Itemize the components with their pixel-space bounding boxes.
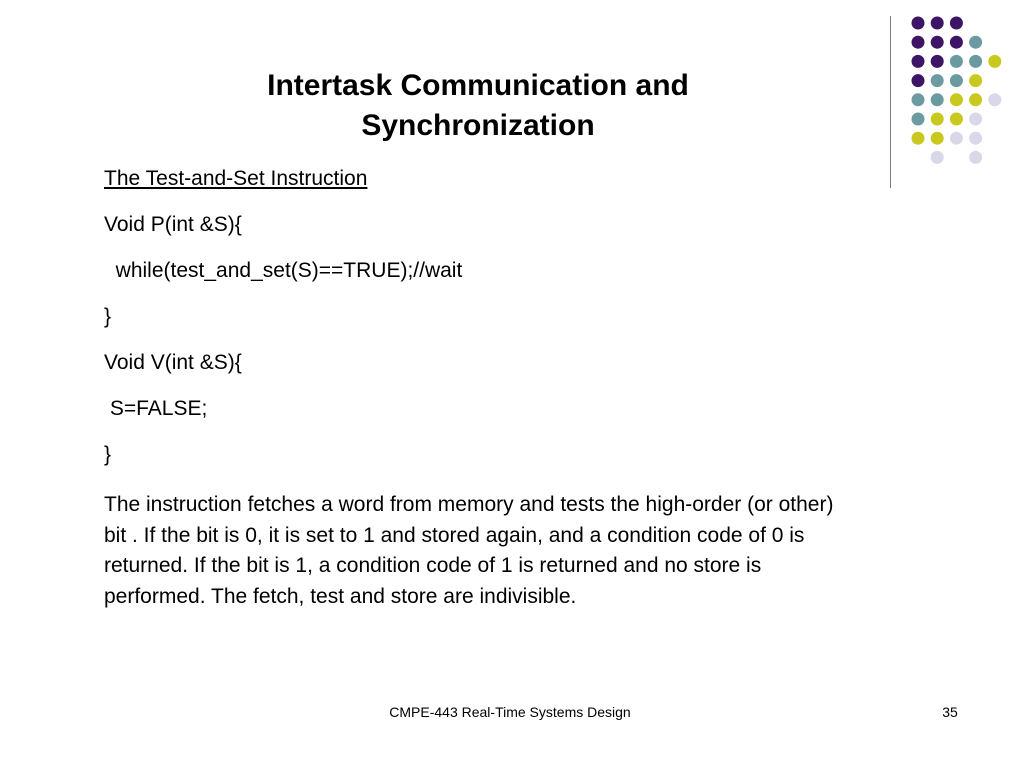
decorative-dot <box>931 113 944 126</box>
code-line: Void P(int &S){ <box>104 213 242 236</box>
decorative-dot <box>950 74 963 87</box>
decorative-dot <box>931 36 944 49</box>
code-line: while(test_and_set(S)==TRUE);//wait <box>104 259 463 282</box>
slide-body <box>104 163 844 612</box>
section-heading: The Test-and-Set Instruction <box>104 167 368 190</box>
code-line: Void V(int &S){ <box>104 351 242 374</box>
slide-title-line-2: Synchronization <box>361 109 595 142</box>
decorative-dot <box>950 113 963 126</box>
slide-title <box>160 66 796 146</box>
description-paragraph: The instruction fetches a word from memory and tests the high-order (or other) bit . If the bit is 0, it is set to 1 and stored again, and a condition code of 0 is returned. If the bit is 1, a condition code of 1 is returned and no store is performed. The fetch, test and store are indivisible. <box>104 493 834 608</box>
decorative-dot <box>912 132 925 145</box>
decorative-dot <box>931 74 944 87</box>
decorative-dot <box>931 132 944 145</box>
decorative-dot <box>931 55 944 68</box>
decorative-dot <box>950 93 963 106</box>
decorative-dot <box>931 151 944 164</box>
decorative-dot <box>988 55 1001 68</box>
decorative-dot <box>950 36 963 49</box>
decorative-dot <box>912 17 925 30</box>
decorative-dot <box>912 55 925 68</box>
decorative-divider <box>890 16 891 188</box>
decorative-dot <box>988 93 1001 106</box>
decorative-dot <box>950 17 963 30</box>
decorative-dot <box>969 74 982 87</box>
decorative-dot <box>969 93 982 106</box>
decorative-dot <box>969 55 982 68</box>
decorative-dot <box>969 132 982 145</box>
footer-text: CMPE-443 Real-Time Systems Design <box>389 704 631 720</box>
code-line: } <box>104 443 112 466</box>
code-line: } <box>104 305 112 328</box>
slide-title-line-1: Intertask Communication and <box>267 69 689 102</box>
decorative-dot <box>969 36 982 49</box>
decorative-dot <box>950 55 963 68</box>
page-number: 35 <box>942 704 958 720</box>
decorative-dot <box>912 113 925 126</box>
decorative-dot <box>969 113 982 126</box>
decorative-dot <box>912 93 925 106</box>
decorative-dot <box>950 132 963 145</box>
decorative-dot <box>969 151 982 164</box>
decorative-dot <box>912 74 925 87</box>
decorative-dot <box>931 17 944 30</box>
code-line: S=FALSE; <box>104 397 208 420</box>
decorative-dot <box>912 36 925 49</box>
decorative-dot <box>931 93 944 106</box>
